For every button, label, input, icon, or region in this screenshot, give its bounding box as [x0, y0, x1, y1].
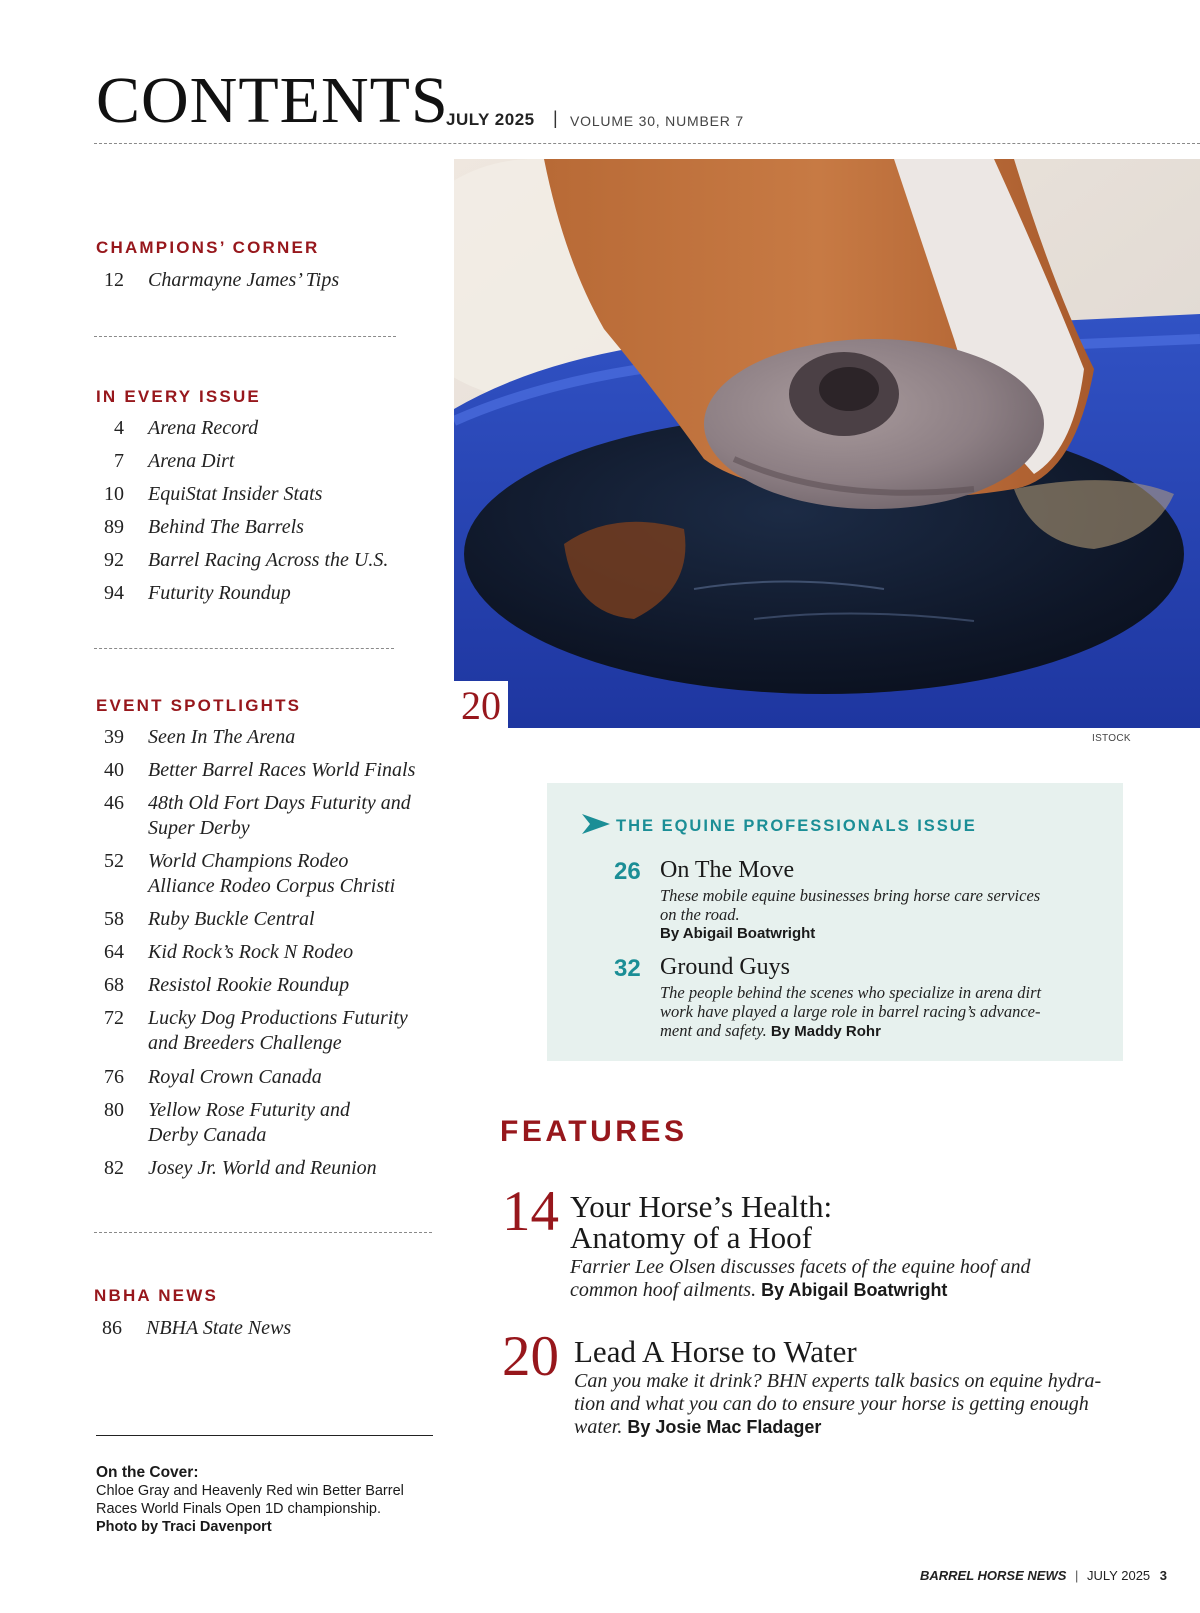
- toc-title: Josey Jr. World and Reunion: [148, 1157, 377, 1179]
- page-number: 68: [104, 974, 124, 996]
- toc-title: Royal Crown Canada: [148, 1066, 322, 1088]
- cover-note-label: On the Cover:: [96, 1464, 199, 1481]
- header-separator: |: [553, 108, 558, 128]
- toc-title: Better Barrel Races World Finals: [148, 759, 416, 781]
- page-number: 39: [104, 726, 124, 748]
- article-title-line: Anatomy of a Hoof: [570, 1220, 812, 1255]
- page-number: 12: [104, 269, 124, 291]
- page-number: 94: [104, 582, 124, 604]
- toc-title: EquiStat Insider Stats: [148, 483, 323, 505]
- toc-title: Arena Dirt: [148, 450, 235, 472]
- section-divider: [94, 1232, 432, 1233]
- article-title: On The Move: [660, 857, 795, 883]
- page-number: 76: [104, 1066, 124, 1088]
- page-number: 64: [104, 941, 124, 963]
- toc-title: Resistol Rookie Roundup: [148, 974, 350, 996]
- toc-title: Kid Rock’s Rock N Rodeo: [148, 941, 354, 963]
- toc-title-line2: Alliance Rodeo Corpus Christi: [148, 875, 396, 897]
- article-title: Ground Guys: [660, 954, 790, 980]
- toc-title-line2: Super Derby: [148, 817, 250, 839]
- section-heading-champions-corner: CHAMPIONS’ CORNER: [96, 238, 320, 257]
- page-number: 86: [102, 1317, 122, 1339]
- toc-title: Lucky Dog Productions Futurity: [148, 1007, 408, 1029]
- cover-photo-credit: Photo by Traci Davenport: [96, 1519, 272, 1535]
- article-description-line: Can you make it drink? BHN experts talk basics on equine hydra-: [574, 1370, 1102, 1392]
- issue-date: JULY 2025: [446, 110, 535, 129]
- article-description: [660, 983, 1110, 1041]
- toc-title: Arena Record: [148, 417, 259, 439]
- toc-title-line2: Derby Canada: [148, 1124, 267, 1146]
- toc-title: Seen In The Arena: [148, 726, 296, 748]
- toc-title: Yellow Rose Futurity and: [148, 1099, 351, 1121]
- article-description-line: Farrier Lee Olsen discusses facets of the equine hoof and: [570, 1256, 1031, 1278]
- toc-title: NBHA State News: [146, 1317, 292, 1339]
- article-description-line: water.: [574, 1416, 623, 1438]
- article-title-line: Your Horse’s Health:: [570, 1189, 833, 1224]
- article-byline: By Abigail Boatwright: [660, 925, 816, 942]
- toc-title: Ruby Buckle Central: [148, 908, 315, 930]
- cover-note-divider: [96, 1435, 433, 1436]
- section-divider: [94, 336, 396, 337]
- article-title: [570, 1191, 1130, 1253]
- page-number: 92: [104, 549, 124, 571]
- page-number: 4: [114, 417, 124, 439]
- cover-note: [96, 1464, 436, 1536]
- toc-title: Barrel Racing Across the U.S.: [148, 549, 389, 571]
- article-page-number: 26: [614, 858, 641, 885]
- section-heading-nbha-news: NBHA NEWS: [94, 1286, 218, 1305]
- footer-date: JULY 2025: [1087, 1568, 1151, 1583]
- toc-item[interactable]: [94, 1098, 434, 1148]
- page-number: 10: [104, 483, 124, 505]
- article-page-number: 32: [614, 955, 641, 982]
- arrow-right-icon: [582, 814, 610, 834]
- page-number: 80: [104, 1099, 124, 1121]
- article-description-line: These mobile equine businesses bring horse care services: [660, 886, 1041, 905]
- toc-item[interactable]: [94, 1006, 434, 1056]
- article-byline: By Josie Mac Fladager: [627, 1417, 822, 1437]
- publication-name: BARREL HORSE NEWS: [920, 1568, 1067, 1583]
- volume-number: VOLUME 30, NUMBER 7: [570, 113, 744, 129]
- page-number: 58: [104, 908, 124, 930]
- toc-title: Charmayne James’ Tips: [148, 269, 340, 291]
- toc-title-line2: and Breeders Challenge: [148, 1032, 342, 1054]
- section-heading-features: FEATURES: [500, 1115, 688, 1148]
- article-description-line: The people behind the scenes who specialize in arena dirt: [660, 983, 1042, 1002]
- page-number: 46: [104, 792, 124, 814]
- toc-title: World Champions Rodeo: [148, 850, 349, 872]
- section-heading-in-every-issue: IN EVERY ISSUE: [96, 387, 261, 406]
- page-number: 40: [104, 759, 124, 781]
- toc-title: 48th Old Fort Days Futurity and: [148, 792, 411, 814]
- page-number: 89: [104, 516, 124, 538]
- page-footer: [920, 1568, 1167, 1583]
- toc-item[interactable]: [94, 849, 434, 899]
- photo-credit: ISTOCK: [1092, 733, 1131, 744]
- header-divider: [94, 143, 1200, 144]
- article-description-line: work have played a large role in barrel racing’s advance-: [660, 1002, 1041, 1021]
- photo-page-number[interactable]: 20: [454, 681, 508, 728]
- equine-professionals-heading: THE EQUINE PROFESSIONALS ISSUE: [616, 817, 977, 835]
- cover-note-line: Chloe Gray and Heavenly Red win Better Barrel: [96, 1483, 404, 1499]
- section-heading-event-spotlights: EVENT SPOTLIGHTS: [96, 696, 302, 715]
- article-byline: By Abigail Boatwright: [761, 1280, 948, 1300]
- page-number: 72: [104, 1007, 124, 1029]
- cover-note-line: Races World Finals Open 1D championship.: [96, 1501, 382, 1517]
- footer-separator: |: [1075, 1568, 1079, 1583]
- article-description: [570, 1256, 1140, 1302]
- article-page-number: 14: [502, 1180, 559, 1243]
- article-description-line: common hoof ailments.: [570, 1279, 757, 1301]
- article-page-number: 20: [502, 1325, 559, 1388]
- cover-photo-horse-drinking: [454, 159, 1200, 728]
- article-description-line: ment and safety.: [660, 1021, 767, 1040]
- folio-page-number: 3: [1159, 1568, 1168, 1583]
- article-description: [574, 1370, 1149, 1439]
- article-description-line: tion and what you can do to ensure your horse is getting enough: [574, 1393, 1089, 1415]
- page-number: 7: [114, 450, 124, 472]
- page-title: CONTENTS: [96, 64, 449, 137]
- toc-title: Behind The Barrels: [148, 516, 304, 538]
- toc-title: Futurity Roundup: [148, 582, 291, 604]
- article-title-line: Lead A Horse to Water: [574, 1334, 857, 1369]
- horse-drinking-illustration: [454, 159, 1200, 728]
- article-title: [574, 1336, 1134, 1367]
- article-description: [660, 886, 1110, 943]
- page-number: 52: [104, 850, 124, 872]
- section-divider: [94, 648, 394, 649]
- article-byline: By Maddy Rohr: [770, 1023, 881, 1040]
- toc-item[interactable]: [94, 791, 434, 841]
- article-description-line: on the road.: [660, 905, 740, 924]
- page-number: 82: [104, 1157, 124, 1179]
